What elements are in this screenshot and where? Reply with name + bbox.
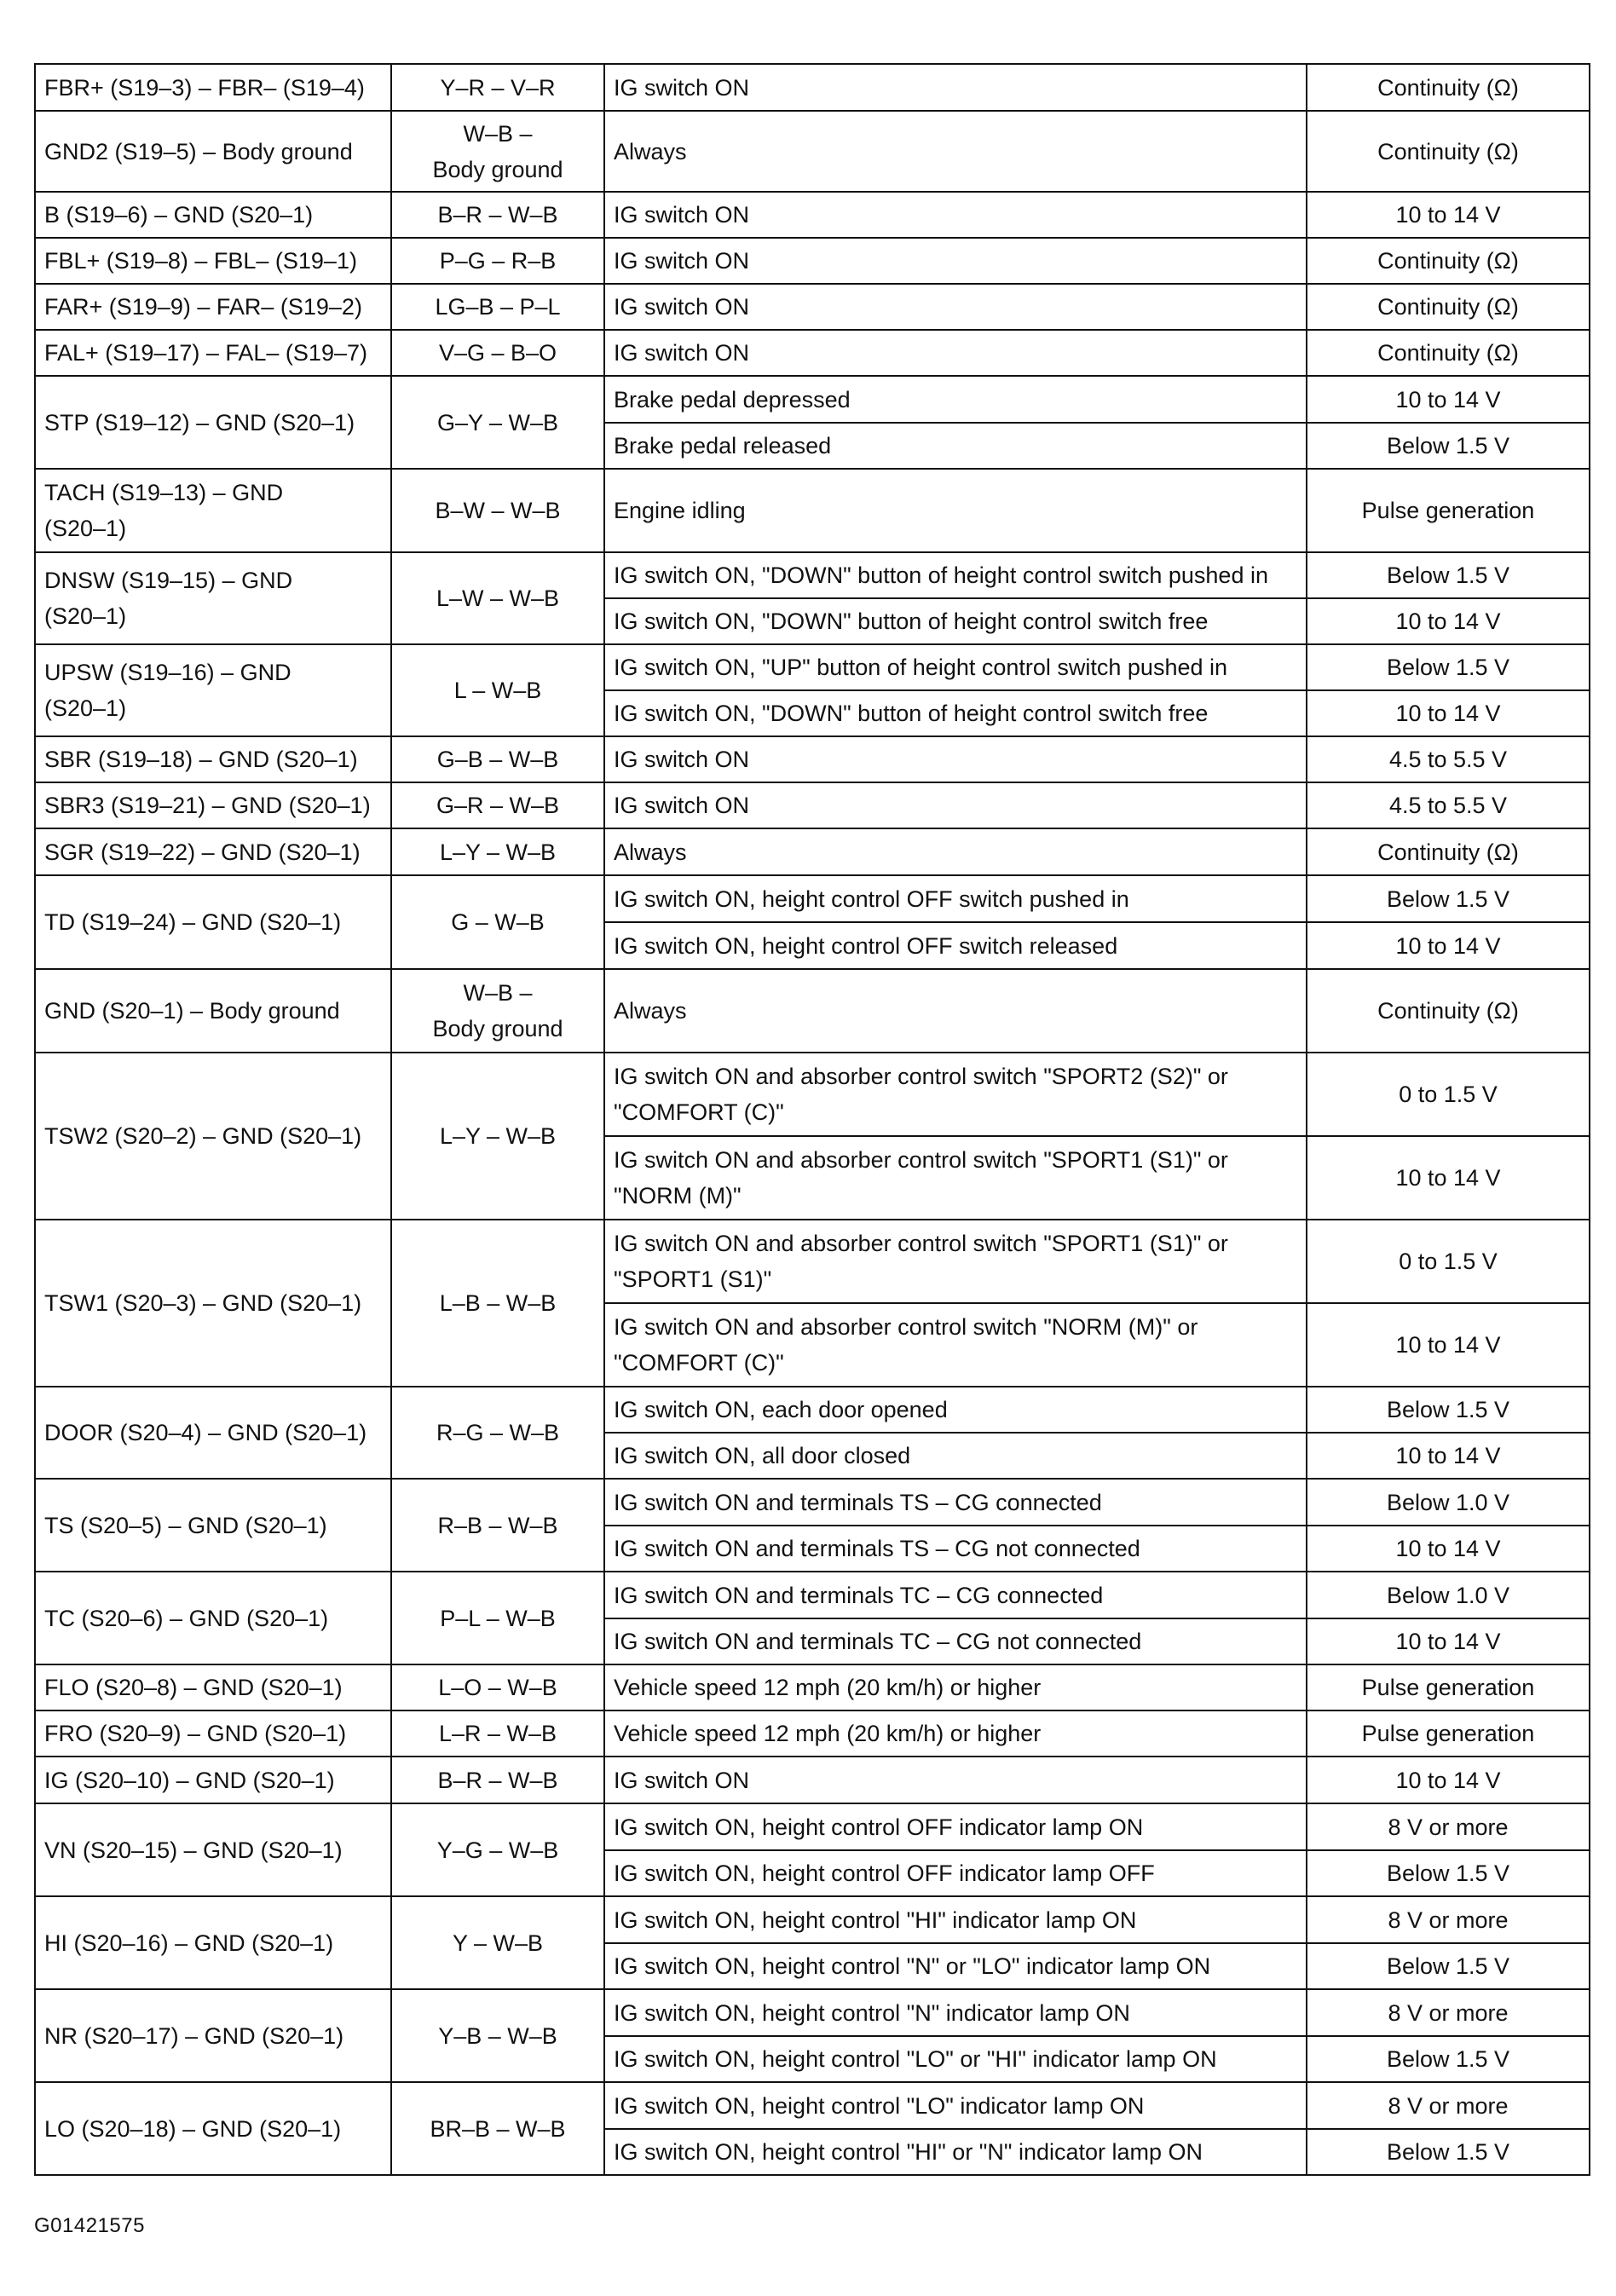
terminal-cell: FLO (S20–8) – GND (S20–1)	[35, 1664, 391, 1710]
terminal-cell: FRO (S20–9) – GND (S20–1)	[35, 1710, 391, 1757]
table-row	[35, 828, 1590, 875]
wiring-color-cell: B–W – W–B	[391, 469, 604, 552]
condition-cell: Brake pedal released	[604, 423, 1307, 469]
specified-condition-cell: 10 to 14 V	[1307, 922, 1590, 969]
specified-condition-cell: 8 V or more	[1307, 1989, 1590, 2036]
condition-cell: IG switch ON, height control "LO" or "HI" indicator lamp ON	[604, 2036, 1307, 2082]
table-row	[35, 376, 1590, 423]
specified-condition-cell: Below 1.5 V	[1307, 552, 1590, 598]
table-row	[35, 64, 1590, 111]
table-row	[35, 238, 1590, 284]
table-row	[35, 782, 1590, 828]
specified-condition-cell: Continuity (Ω)	[1307, 111, 1590, 192]
specified-condition-cell: Below 1.5 V	[1307, 2129, 1590, 2175]
specified-condition-cell: Continuity (Ω)	[1307, 969, 1590, 1053]
specified-condition-cell: Below 1.5 V	[1307, 1387, 1590, 1433]
specified-condition-cell: 10 to 14 V	[1307, 1433, 1590, 1479]
table-row	[35, 330, 1590, 376]
terminal-cell: HI (S20–16) – GND (S20–1)	[35, 1896, 391, 1989]
condition-cell: Vehicle speed 12 mph (20 km/h) or higher	[604, 1710, 1307, 1757]
specified-condition-cell: 4.5 to 5.5 V	[1307, 736, 1590, 782]
specified-condition-cell: 8 V or more	[1307, 1803, 1590, 1850]
terminal-cell: TS (S20–5) – GND (S20–1)	[35, 1479, 391, 1572]
terminal-cell: TACH (S19–13) – GND (S20–1)	[35, 469, 391, 552]
terminal-cell: SGR (S19–22) – GND (S20–1)	[35, 828, 391, 875]
terminal-cell: GND2 (S19–5) – Body ground	[35, 111, 391, 192]
terminal-cell: FAR+ (S19–9) – FAR– (S19–2)	[35, 284, 391, 330]
table-row	[35, 1479, 1590, 1526]
wiring-color-cell: Y–B – W–B	[391, 1989, 604, 2082]
condition-cell: IG switch ON and terminals TC – CG connected	[604, 1572, 1307, 1618]
wiring-color-cell: LG–B – P–L	[391, 284, 604, 330]
terminal-cell: DOOR (S20–4) – GND (S20–1)	[35, 1387, 391, 1479]
wiring-color-cell: Y–R – V–R	[391, 64, 604, 111]
table-row	[35, 1803, 1590, 1850]
condition-cell: Always	[604, 111, 1307, 192]
condition-cell: IG switch ON	[604, 64, 1307, 111]
terminal-cell: LO (S20–18) – GND (S20–1)	[35, 2082, 391, 2175]
specified-condition-cell: Pulse generation	[1307, 1710, 1590, 1757]
condition-cell: IG switch ON	[604, 284, 1307, 330]
specified-condition-cell: 10 to 14 V	[1307, 1757, 1590, 1803]
table-row	[35, 736, 1590, 782]
specified-condition-cell: Continuity (Ω)	[1307, 64, 1590, 111]
condition-cell: IG switch ON, height control OFF switch released	[604, 922, 1307, 969]
condition-cell: Engine idling	[604, 469, 1307, 552]
table-row	[35, 2082, 1590, 2129]
terminal-cell: FBR+ (S19–3) – FBR– (S19–4)	[35, 64, 391, 111]
wiring-color-cell: R–B – W–B	[391, 1479, 604, 1572]
specified-condition-cell: 0 to 1.5 V	[1307, 1220, 1590, 1303]
condition-cell: IG switch ON, height control OFF switch pushed in	[604, 875, 1307, 922]
wiring-color-cell: R–G – W–B	[391, 1387, 604, 1479]
table-row	[35, 875, 1590, 922]
specified-condition-cell: 0 to 1.5 V	[1307, 1053, 1590, 1136]
condition-cell: IG switch ON	[604, 1757, 1307, 1803]
condition-cell: IG switch ON, height control "N" or "LO" indicator lamp ON	[604, 1943, 1307, 1989]
specified-condition-cell: Below 1.0 V	[1307, 1479, 1590, 1526]
condition-cell: IG switch ON, height control "LO" indicator lamp ON	[604, 2082, 1307, 2129]
wiring-color-cell: G–B – W–B	[391, 736, 604, 782]
condition-cell: IG switch ON and absorber control switch "SPORT2 (S2)" or "COMFORT (C)"	[604, 1053, 1307, 1136]
specified-condition-cell: Continuity (Ω)	[1307, 284, 1590, 330]
table-row	[35, 1387, 1590, 1433]
specified-condition-cell: 8 V or more	[1307, 2082, 1590, 2129]
table-row	[35, 1220, 1590, 1303]
terminal-cell: DNSW (S19–15) – GND (S20–1)	[35, 552, 391, 644]
condition-cell: IG switch ON, all door closed	[604, 1433, 1307, 1479]
terminal-cell: TC (S20–6) – GND (S20–1)	[35, 1572, 391, 1664]
specified-condition-cell: 10 to 14 V	[1307, 1136, 1590, 1220]
table-row	[35, 469, 1590, 552]
specified-condition-cell: Pulse generation	[1307, 1664, 1590, 1710]
terminal-cell: GND (S20–1) – Body ground	[35, 969, 391, 1053]
terminal-cell: FAL+ (S19–17) – FAL– (S19–7)	[35, 330, 391, 376]
wiring-color-cell: B–R – W–B	[391, 1757, 604, 1803]
wiring-color-cell: L–Y – W–B	[391, 1053, 604, 1220]
specified-condition-cell: Below 1.5 V	[1307, 644, 1590, 690]
specified-condition-cell: Below 1.5 V	[1307, 1850, 1590, 1896]
table-row	[35, 1710, 1590, 1757]
table-body	[35, 64, 1590, 2175]
table-row	[35, 111, 1590, 192]
wiring-color-cell: P–L – W–B	[391, 1572, 604, 1664]
condition-cell: IG switch ON	[604, 782, 1307, 828]
wiring-color-cell: P–G – R–B	[391, 238, 604, 284]
wiring-color-cell: W–B – Body ground	[391, 111, 604, 192]
specified-condition-cell: 10 to 14 V	[1307, 690, 1590, 736]
specified-condition-cell: 10 to 14 V	[1307, 1303, 1590, 1387]
table-row	[35, 1664, 1590, 1710]
terminal-cell: B (S19–6) – GND (S20–1)	[35, 192, 391, 238]
condition-cell: Vehicle speed 12 mph (20 km/h) or higher	[604, 1664, 1307, 1710]
table-row	[35, 1989, 1590, 2036]
specified-condition-cell: Below 1.5 V	[1307, 875, 1590, 922]
wiring-color-cell: V–G – B–O	[391, 330, 604, 376]
wiring-color-cell: G–R – W–B	[391, 782, 604, 828]
table-row	[35, 192, 1590, 238]
wiring-color-cell: L–Y – W–B	[391, 828, 604, 875]
wiring-color-cell: L–B – W–B	[391, 1220, 604, 1387]
specified-condition-cell: Below 1.5 V	[1307, 1943, 1590, 1989]
condition-cell: IG switch ON and terminals TS – CG connected	[604, 1479, 1307, 1526]
condition-cell: IG switch ON, "DOWN" button of height control switch free	[604, 690, 1307, 736]
table-row	[35, 1896, 1590, 1943]
wiring-color-cell: L–O – W–B	[391, 1664, 604, 1710]
condition-cell: IG switch ON and terminals TC – CG not connected	[604, 1618, 1307, 1664]
wiring-color-cell: Y – W–B	[391, 1896, 604, 1989]
condition-cell: IG switch ON	[604, 736, 1307, 782]
condition-cell: IG switch ON and absorber control switch "SPORT1 (S1)" or "NORM (M)"	[604, 1136, 1307, 1220]
terminal-cell: SBR3 (S19–21) – GND (S20–1)	[35, 782, 391, 828]
condition-cell: IG switch ON, height control "N" indicator lamp ON	[604, 1989, 1307, 2036]
condition-cell: IG switch ON, each door opened	[604, 1387, 1307, 1433]
condition-cell: IG switch ON	[604, 330, 1307, 376]
specified-condition-cell: 4.5 to 5.5 V	[1307, 782, 1590, 828]
condition-cell: IG switch ON, height control OFF indicator lamp ON	[604, 1803, 1307, 1850]
specified-condition-cell: Below 1.5 V	[1307, 423, 1590, 469]
terminal-cell: TSW2 (S20–2) – GND (S20–1)	[35, 1053, 391, 1220]
condition-cell: Always	[604, 828, 1307, 875]
terminal-cell: VN (S20–15) – GND (S20–1)	[35, 1803, 391, 1896]
condition-cell: IG switch ON, "DOWN" button of height control switch pushed in	[604, 552, 1307, 598]
condition-cell: IG switch ON	[604, 192, 1307, 238]
terminal-cell: TD (S19–24) – GND (S20–1)	[35, 875, 391, 969]
wiring-color-cell: G–Y – W–B	[391, 376, 604, 469]
wiring-color-cell: Y–G – W–B	[391, 1803, 604, 1896]
table-row	[35, 1757, 1590, 1803]
condition-cell: IG switch ON	[604, 238, 1307, 284]
terminal-inspection-table	[34, 63, 1590, 2176]
terminal-cell: SBR (S19–18) – GND (S20–1)	[35, 736, 391, 782]
specified-condition-cell: 10 to 14 V	[1307, 1526, 1590, 1572]
specified-condition-cell: Continuity (Ω)	[1307, 330, 1590, 376]
specified-condition-cell: 8 V or more	[1307, 1896, 1590, 1943]
condition-cell: IG switch ON, height control "HI" indicator lamp ON	[604, 1896, 1307, 1943]
wiring-color-cell: B–R – W–B	[391, 192, 604, 238]
table-row	[35, 644, 1590, 690]
wiring-color-cell: BR–B – W–B	[391, 2082, 604, 2175]
terminal-cell: IG (S20–10) – GND (S20–1)	[35, 1757, 391, 1803]
condition-cell: IG switch ON, "UP" button of height control switch pushed in	[604, 644, 1307, 690]
specified-condition-cell: 10 to 14 V	[1307, 598, 1590, 644]
condition-cell: Brake pedal depressed	[604, 376, 1307, 423]
condition-cell: Always	[604, 969, 1307, 1053]
terminal-cell: NR (S20–17) – GND (S20–1)	[35, 1989, 391, 2082]
terminal-cell: TSW1 (S20–3) – GND (S20–1)	[35, 1220, 391, 1387]
wiring-color-cell: L – W–B	[391, 644, 604, 736]
condition-cell: IG switch ON and terminals TS – CG not connected	[604, 1526, 1307, 1572]
figure-id: G01421575	[34, 2214, 145, 2237]
table-row	[35, 1572, 1590, 1618]
wiring-color-cell: W–B – Body ground	[391, 969, 604, 1053]
table-row	[35, 969, 1590, 1053]
condition-cell: IG switch ON, height control "HI" or "N" indicator lamp ON	[604, 2129, 1307, 2175]
specified-condition-cell: 10 to 14 V	[1307, 1618, 1590, 1664]
specified-condition-cell: Below 1.0 V	[1307, 1572, 1590, 1618]
specified-condition-cell: Pulse generation	[1307, 469, 1590, 552]
condition-cell: IG switch ON, "DOWN" button of height control switch free	[604, 598, 1307, 644]
specified-condition-cell: Continuity (Ω)	[1307, 828, 1590, 875]
terminal-cell: FBL+ (S19–8) – FBL– (S19–1)	[35, 238, 391, 284]
wiring-color-cell: L–W – W–B	[391, 552, 604, 644]
condition-cell: IG switch ON and absorber control switch "NORM (M)" or "COMFORT (C)"	[604, 1303, 1307, 1387]
wiring-color-cell: G – W–B	[391, 875, 604, 969]
condition-cell: IG switch ON and absorber control switch "SPORT1 (S1)" or "SPORT1 (S1)"	[604, 1220, 1307, 1303]
table-row	[35, 1053, 1590, 1136]
specified-condition-cell: Continuity (Ω)	[1307, 238, 1590, 284]
specified-condition-cell: 10 to 14 V	[1307, 192, 1590, 238]
specified-condition-cell: Below 1.5 V	[1307, 2036, 1590, 2082]
terminal-cell: UPSW (S19–16) – GND (S20–1)	[35, 644, 391, 736]
terminal-cell: STP (S19–12) – GND (S20–1)	[35, 376, 391, 469]
table-row	[35, 284, 1590, 330]
specified-condition-cell: 10 to 14 V	[1307, 376, 1590, 423]
table-row	[35, 552, 1590, 598]
condition-cell: IG switch ON, height control OFF indicator lamp OFF	[604, 1850, 1307, 1896]
wiring-color-cell: L–R – W–B	[391, 1710, 604, 1757]
